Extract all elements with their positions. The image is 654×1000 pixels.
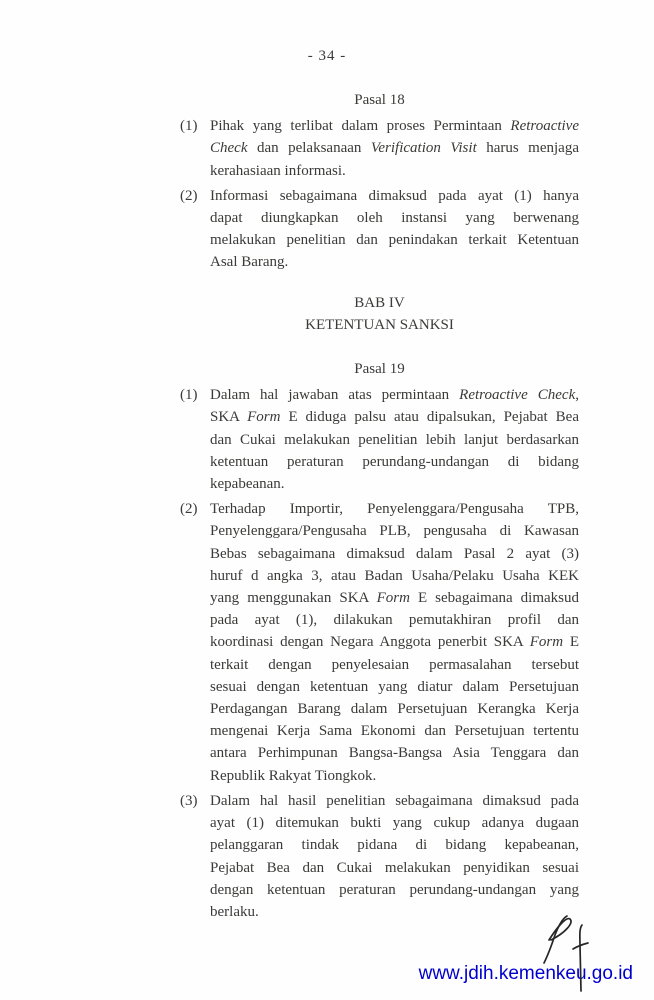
text-run: mengenai Kerja Sama Ekonomi dan Persetujuan tertentu — [210, 723, 579, 740]
chapter-heading-line: KETENTUAN SANKSI — [305, 316, 454, 333]
text-line — [210, 451, 579, 473]
chapter-heading — [180, 292, 579, 336]
item-number: (2) — [180, 501, 198, 518]
text-line — [210, 473, 579, 495]
text-line — [210, 720, 579, 742]
numbered-item — [180, 790, 579, 923]
italic-text-run: Form — [376, 590, 410, 607]
text-run: yang menggunakan SKA — [210, 590, 377, 607]
paraf-initials-icon — [536, 903, 600, 995]
text-line — [210, 609, 579, 631]
text-line — [210, 406, 579, 428]
numbered-item — [180, 185, 579, 274]
text-run: Pejabat Bea dan Cukai melakukan penyidikan sesuai — [210, 859, 579, 876]
text-run: Terhadap Importir, Penyelenggara/Pengusaha TPB, — [210, 501, 579, 518]
text-run: dapat diungkapkan oleh instansi yang berwenang — [210, 210, 579, 227]
text-line — [210, 185, 579, 207]
text-line — [210, 879, 579, 901]
italic-text-run: Form — [529, 634, 564, 651]
numbered-item — [180, 384, 579, 495]
article-heading: Pasal 18 — [354, 92, 405, 108]
text-run: , — [575, 387, 579, 404]
article-heading: Pasal 19 — [354, 361, 405, 378]
text-run: sesuai dengan ketentuan yang diatur dalam Persetujuan — [210, 678, 579, 695]
text-run: huruf d angka 3, atau Badan Usaha/Pelaku Usaha KEK — [210, 567, 579, 584]
text-line — [210, 765, 579, 787]
text-line — [210, 251, 579, 273]
chapter-heading-line: BAB IV — [354, 294, 405, 311]
text-line — [210, 698, 579, 720]
text-line — [210, 115, 579, 137]
numbered-item — [180, 115, 579, 182]
text-run: kerahasiaan informasi. — [210, 162, 346, 179]
text-run: melakukan penelitian dan penindakan terkait Ketentuan — [210, 232, 579, 249]
text-line — [210, 790, 579, 812]
text-line — [210, 207, 579, 229]
text-run: ayat (1) ditemukan bukti yang cukup adanya dugaan — [210, 815, 579, 832]
text-line — [210, 565, 579, 587]
item-number: (1) — [180, 387, 198, 404]
text-line — [210, 384, 579, 406]
text-line — [210, 429, 579, 451]
text-line — [210, 498, 579, 520]
italic-text-run: Form — [247, 409, 281, 426]
text-run: dan pelaksanaan — [247, 140, 371, 157]
text-run: terkait dengan penyelesaian permasalahan tersebut — [210, 656, 579, 673]
text-line — [210, 587, 579, 609]
text-line — [210, 676, 579, 698]
text-line — [210, 229, 579, 251]
text-line — [210, 654, 579, 676]
text-run: berlaku. — [210, 903, 259, 920]
text-run: dengan ketentuan peraturan perundang-undangan yang — [210, 881, 579, 898]
text-run: ketentuan peraturan perundang-undangan di bidang — [210, 453, 579, 470]
text-line — [210, 742, 579, 764]
text-run: Dalam hal jawaban atas permintaan — [210, 387, 460, 404]
italic-text-run: Retroactive Check — [459, 387, 576, 404]
text-line — [210, 901, 579, 923]
text-line — [210, 520, 579, 542]
text-line — [210, 160, 579, 182]
italic-text-run: Retroactive — [510, 118, 579, 135]
text-run: E diduga palsu atau dipalsukan, Pejabat Bea — [280, 409, 579, 426]
text-run: Penyelenggara/Pengusaha PLB, pengusaha di Kawasan — [210, 523, 579, 540]
page-number: - 34 - — [307, 48, 347, 64]
text-run: Asal Barang. — [210, 254, 289, 271]
text-line — [210, 834, 579, 856]
text-run: dan Cukai melakukan penelitian lebih lanjut berdasarkan — [210, 431, 579, 448]
text-run: harus menjaga — [476, 140, 579, 157]
text-line — [210, 631, 579, 653]
text-run: Informasi sebagaimana dimaksud pada ayat (1) hanya — [210, 187, 579, 204]
text-run: kepabeanan. — [210, 476, 285, 493]
text-run: E sebagaimana dimaksud — [409, 590, 579, 607]
footer-url-link[interactable]: www.jdih.kemenkeu.go.id — [418, 963, 633, 984]
item-number: (3) — [180, 792, 198, 809]
text-line — [210, 137, 579, 159]
text-run: pelanggaran tindak pidana di bidang kepabeanan, — [210, 837, 579, 854]
text-run: SKA — [210, 409, 248, 426]
text-line — [210, 543, 579, 565]
text-run: Pihak yang terlibat dalam proses Permintaan — [210, 118, 511, 135]
item-text — [210, 498, 579, 787]
text-line — [210, 812, 579, 834]
text-run: antara Perhimpunan Bangsa-Bangsa Asia Tenggara dan — [210, 745, 579, 762]
text-run: pada ayat (1), dilakukan pemutakhiran profil dan — [210, 612, 579, 629]
italic-text-run: Check — [210, 140, 248, 157]
item-number: (1) — [180, 118, 198, 135]
item-number: (2) — [180, 187, 198, 204]
text-run: E — [563, 634, 579, 651]
text-run: Republik Rakyat Tiongkok. — [210, 767, 377, 784]
item-text — [210, 384, 579, 495]
text-run: koordinasi dengan Negara Anggota penerbit SKA — [210, 634, 530, 651]
text-run: Dalam hal hasil penelitian sebagaimana dimaksud pada — [210, 792, 579, 809]
numbered-item — [180, 498, 579, 787]
text-run: Bebas sebagaimana dimaksud dalam Pasal 2 ayat (3) — [210, 545, 579, 562]
document-body — [180, 89, 579, 923]
item-text — [210, 790, 579, 923]
item-text — [210, 115, 579, 182]
italic-text-run: Verification Visit — [370, 140, 477, 157]
text-line — [210, 857, 579, 879]
text-run: Perdagangan Barang dalam Persetujuan Kerangka Kerja — [210, 701, 579, 718]
item-text — [210, 185, 579, 274]
